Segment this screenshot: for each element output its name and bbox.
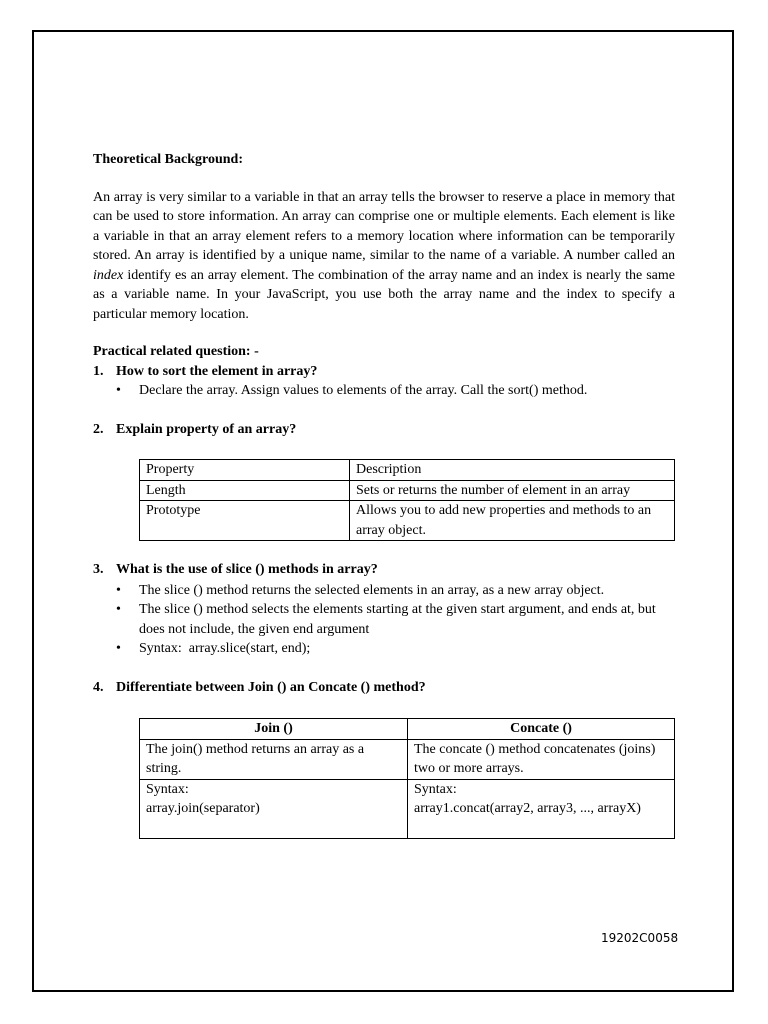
background-paragraph: An array is very similar to a variable in that an array tells the browser to reserve a place in memory that can be used to store information. An array can comprise one or multiple elements. Each element is like a variable in that an array element refers to a memory location where information can be temporarily stored. An array is identified by a unique name, similar to the name of a variable. A number called an index identify es an array element. The combination of the array name and an index is nearly the same as a variable name. In your JavaScript, you use both the array name and the index to specify a particular memory location.: [93, 189, 675, 322]
practical-title: Practical related question: -: [93, 344, 259, 359]
table-row: Length Sets or returns the number of element in an array: [140, 480, 675, 501]
bullet-icon: •: [116, 582, 121, 598]
bullet-icon: •: [116, 641, 121, 656]
question-1-bullets: [93, 381, 675, 401]
property-table: [139, 459, 675, 541]
index-term: index: [93, 267, 124, 283]
question-3-bullets: [93, 581, 675, 659]
table-row: Property Description: [140, 460, 675, 481]
join-concat-table: [139, 718, 675, 839]
table-row: Syntax: array.join(separator) Syntax: array1.concat(array2, array3, ..., arrayX): [140, 779, 675, 838]
table-row: Prototype Allows you to add new properties and methods to an array object.: [140, 501, 675, 541]
table-row: Join () Concate (): [140, 719, 675, 740]
question-3: 3. What is the use of slice () methods in array?: [93, 562, 378, 577]
page-id: 19202C0058: [601, 931, 679, 945]
bullet-icon: •: [116, 602, 121, 617]
document-body: [93, 150, 675, 839]
question-4: 4. Differentiate between Join () an Concate () method?: [93, 679, 426, 695]
list-item: • Syntax: array.slice(start, end);: [116, 639, 675, 659]
list-item: • Declare the array. Assign values to elements of the array. Call the sort() method.: [116, 381, 675, 401]
question-1: 1. How to sort the element in array?: [93, 363, 318, 379]
bullet-icon: •: [116, 383, 121, 398]
background-title: Theoretical Background:: [93, 152, 243, 167]
list-item: • The slice () method returns the selected elements in an array, as a new array object.: [116, 581, 675, 601]
question-2: 2. Explain property of an array?: [93, 421, 297, 437]
table-row: The join() method returns an array as a string. The concate () method concatenates (joins) two or more arrays.: [140, 739, 675, 779]
list-item: • The slice () method selects the elements starting at the given start argument, and ends at, but does not include, the given end argument: [116, 600, 675, 639]
